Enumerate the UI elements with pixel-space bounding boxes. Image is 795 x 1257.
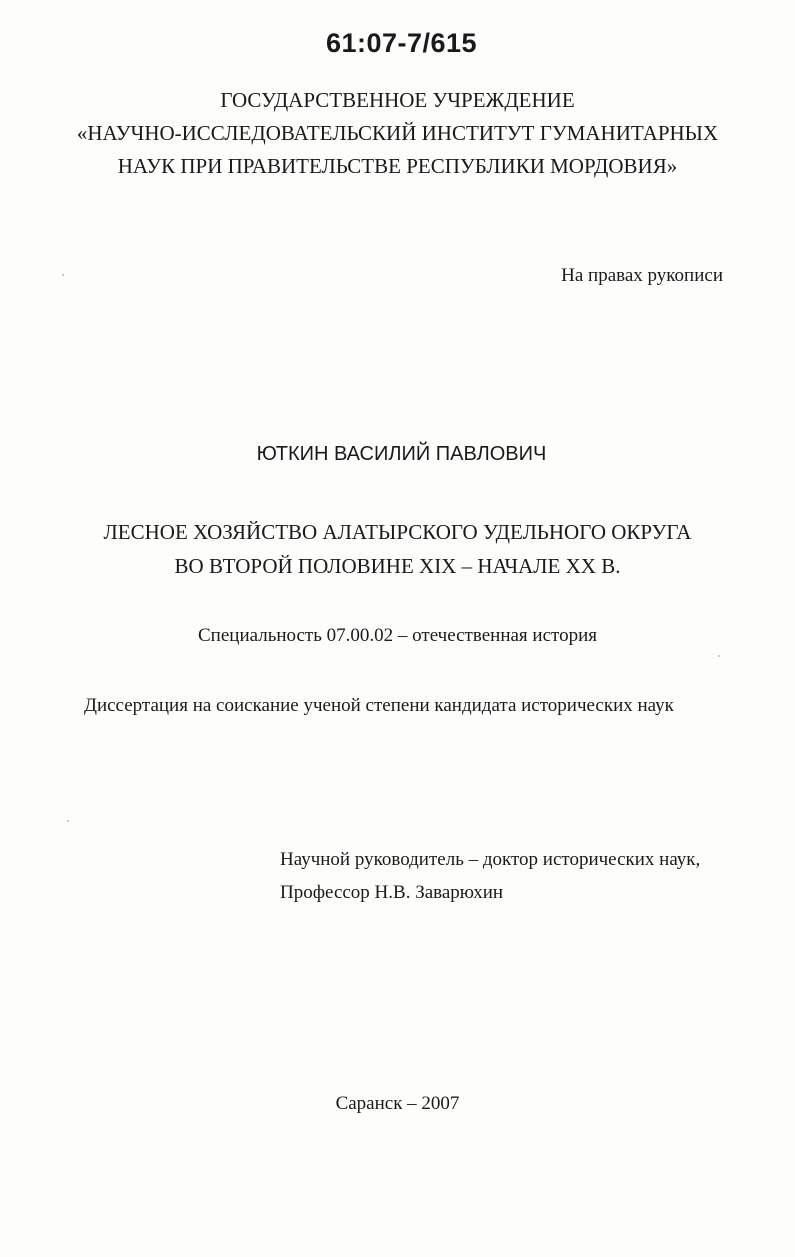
catalog-number: 61:07-7/615 [325,28,478,58]
manuscript-note: На правах рукописи [561,265,723,286]
author-name: ЮТКИН ВАСИЛИЙ ПАВЛОВИЧ [256,443,547,465]
degree-line: Диссертация на соискание ученой степени кандидата исторических наук [84,695,674,716]
title-line-1: ЛЕСНОЕ ХОЗЯЙСТВО АЛАТЫРСКОГО УДЕЛЬНОГО ОКРУГА [103,520,692,544]
institution-line-1: ГОСУДАРСТВЕННОЕ УЧРЕЖДЕНИЕ [220,88,575,112]
scan-speck [67,820,69,822]
title-line-2: ВО ВТОРОЙ ПОЛОВИНЕ XIX – НАЧАЛЕ XX В. [174,554,621,578]
specialty-line: Специальность 07.00.02 – отечественная история [198,625,597,646]
supervisor-line-2: Профессор Н.В. Заварюхин [280,882,504,903]
institution-block [0,84,795,183]
scan-speck [718,655,720,657]
dissertation-title [0,515,795,583]
place-year: Саранск – 2007 [335,1093,460,1114]
scan-speck [62,274,64,276]
institution-line-3: НАУК ПРИ ПРАВИТЕЛЬСТВЕ РЕСПУБЛИКИ МОРДОВИЯ» [117,154,678,178]
institution-line-2: «НАУЧНО-ИССЛЕДОВАТЕЛЬСКИЙ ИНСТИТУТ ГУМАНИТАРНЫХ [76,121,719,145]
supervisor-line-1: Научной руководитель – доктор исторических наук, [280,849,701,870]
supervisor-block [280,843,700,909]
